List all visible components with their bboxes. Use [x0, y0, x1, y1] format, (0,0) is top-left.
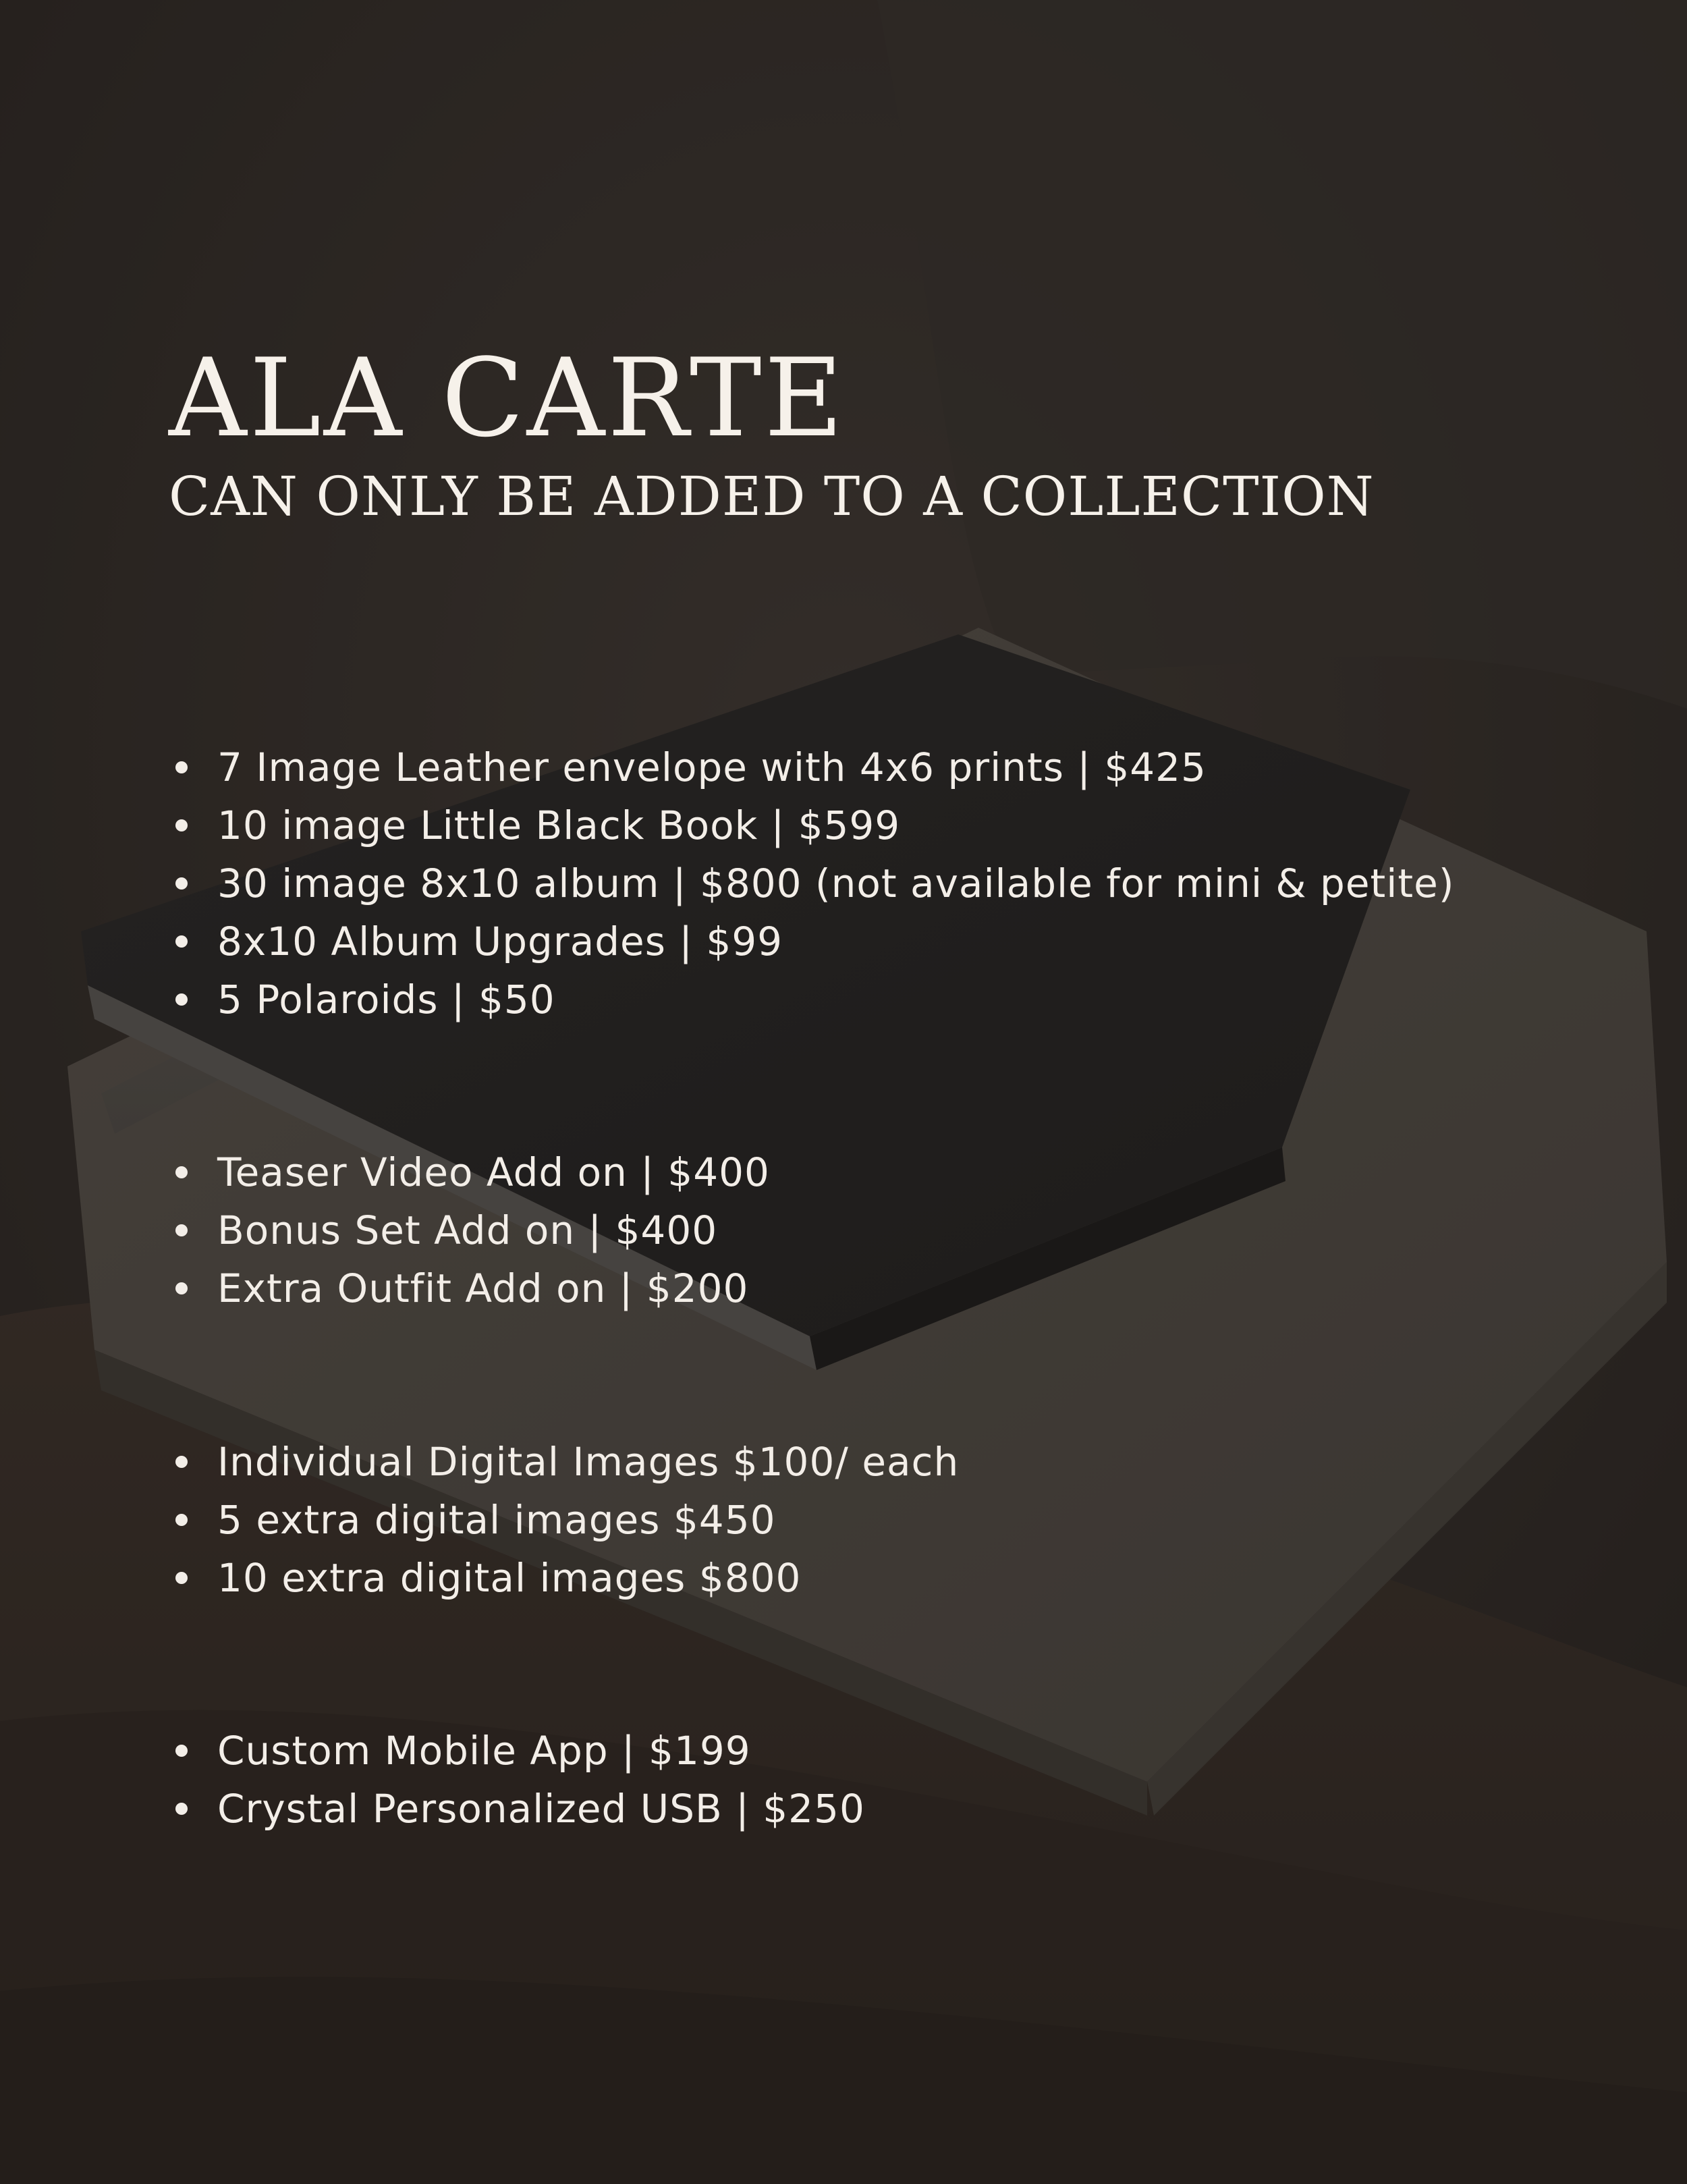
- bullet-icon: [175, 1803, 188, 1815]
- list-item: [169, 796, 1454, 854]
- item-text: Crystal Personalized USB | $250: [217, 1786, 865, 1832]
- bullet-icon: [175, 1166, 188, 1178]
- list-item: [169, 1549, 959, 1607]
- page-subtitle: CAN ONLY BE ADDED TO A COLLECTION: [169, 465, 1375, 528]
- item-text: 10 extra digital images $800: [217, 1555, 802, 1601]
- bullet-icon: [175, 761, 188, 773]
- list-item: [169, 1722, 865, 1780]
- list-item: [169, 1259, 770, 1317]
- page-title: ALA CARTE: [169, 335, 846, 461]
- item-text: 7 Image Leather envelope with 4x6 prints | $425: [217, 744, 1207, 790]
- item-text: 5 extra digital images $450: [217, 1497, 776, 1543]
- item-text: 30 image 8x10 album | $800 (not available for mini & petite): [217, 861, 1455, 906]
- item-text: Individual Digital Images $100/ each: [217, 1439, 960, 1485]
- bullet-icon: [175, 1745, 188, 1757]
- session-addons-list: [169, 1143, 770, 1317]
- digital-images-list: [169, 1433, 959, 1607]
- bullet-icon: [175, 1514, 188, 1526]
- item-text: Teaser Video Add on | $400: [217, 1149, 770, 1195]
- list-item: [169, 971, 1454, 1029]
- extras-list: [169, 1722, 865, 1838]
- item-text: Custom Mobile App | $199: [217, 1728, 751, 1774]
- bullet-icon: [175, 1224, 188, 1236]
- list-item: [169, 1433, 959, 1491]
- item-text: 5 Polaroids | $50: [217, 977, 555, 1022]
- list-item: [169, 912, 1454, 971]
- bullet-icon: [175, 935, 188, 948]
- list-item: [169, 1780, 865, 1838]
- bullet-icon: [175, 1572, 188, 1584]
- item-text: 10 image Little Black Book | $599: [217, 802, 901, 848]
- bullet-icon: [175, 1282, 188, 1294]
- item-text: Extra Outfit Add on | $200: [217, 1265, 749, 1311]
- bullet-icon: [175, 1456, 188, 1468]
- bullet-icon: [175, 993, 188, 1006]
- list-item: [169, 854, 1454, 912]
- list-item: [169, 1201, 770, 1259]
- list-item: [169, 1491, 959, 1549]
- list-item: [169, 738, 1454, 796]
- item-text: 8x10 Album Upgrades | $99: [217, 919, 783, 964]
- bullet-icon: [175, 877, 188, 890]
- list-item: [169, 1143, 770, 1201]
- bullet-icon: [175, 819, 188, 831]
- item-text: Bonus Set Add on | $400: [217, 1207, 718, 1253]
- print-products-list: [169, 738, 1454, 1029]
